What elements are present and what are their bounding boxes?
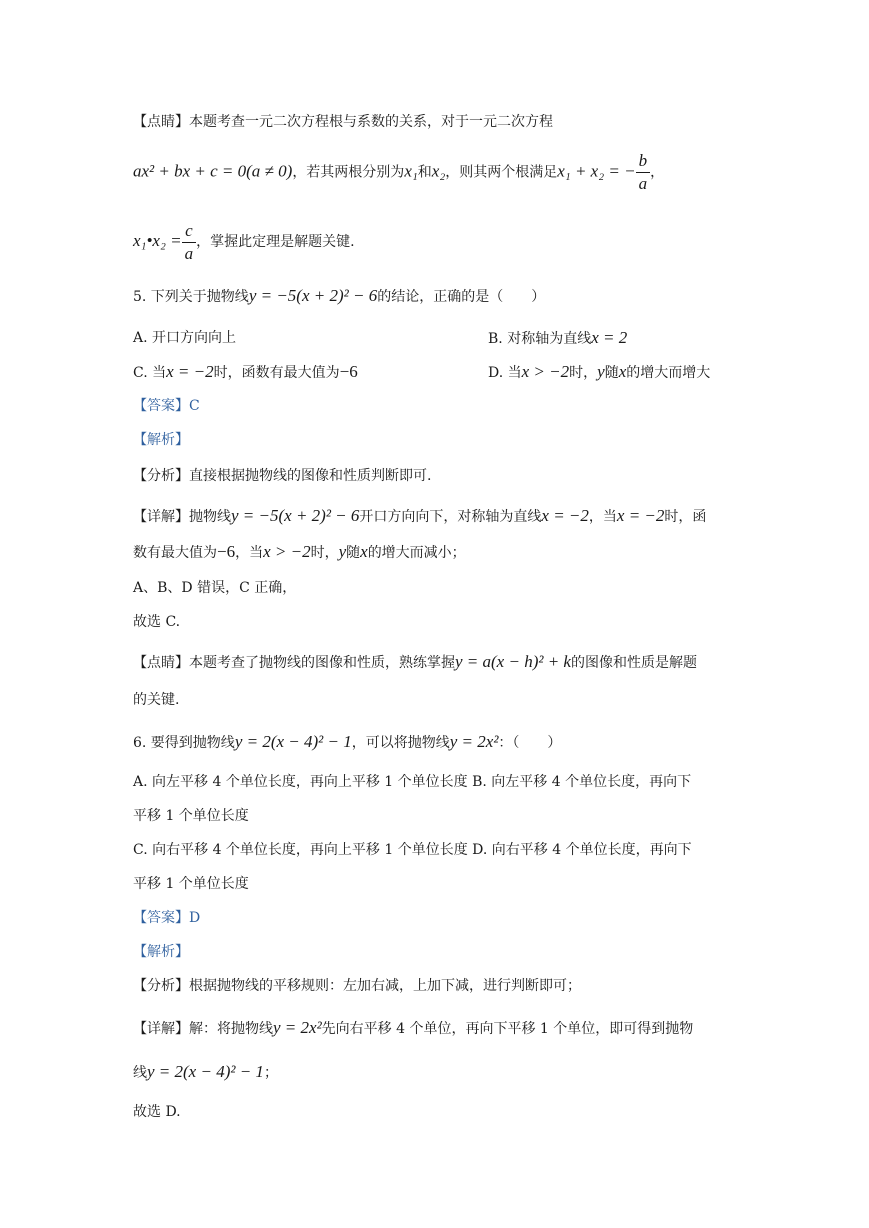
q4-note-line1: 【点睛】本题考查一元二次方程根与系数的关系，对于一元二次方程	[133, 114, 553, 130]
q6-xiangjie-line3: 故选 D.	[133, 1104, 181, 1120]
q5-dianjing-line2: 的关键.	[133, 692, 180, 708]
q5-analysis-heading: 【解析】	[133, 432, 189, 448]
q6-options-ab-line2: 平移 1 个单位长度	[133, 808, 249, 824]
q5-answer: 【答案】C	[133, 398, 200, 414]
q5-option-a: A. 开口方向向上	[133, 330, 237, 346]
q5-xiangjie-line1: 【详解】抛物线y = −5(x + 2)² − 6开口方向向下，对称轴为直线x = −2，当x = −2时，函	[133, 506, 707, 525]
q5-option-d: D. 当x > −2时，y随x的增大而增大	[488, 362, 711, 381]
q5-xiangjie-line4: 故选 C.	[133, 614, 181, 630]
q5-option-b: B. 对称轴为直线x = 2	[488, 328, 628, 347]
quadratic-equation: ax² + bx + c = 0(a ≠ 0)	[133, 161, 293, 181]
q5-xiangjie-line2: 数有最大值为−6，当x > −2时，y随x的增大而减小；	[133, 542, 466, 561]
fraction-c-over-a: $\frac{c}{a}$	[182, 220, 197, 265]
note-tag: 【点睛】	[133, 114, 189, 130]
q5-dianjing-line1: 【点睛】本题考查了抛物线的图像和性质，熟练掌握y = a(x − h)² + k的图像和性质是解题	[133, 652, 697, 671]
q6-options-cd-line2: 平移 1 个单位长度	[133, 876, 249, 892]
q6-answer: 【答案】D	[133, 910, 201, 926]
q6-fenxi: 【分析】根据抛物线的平移规则：左加右减，上加下减，进行判断即可；	[133, 978, 581, 994]
q5-fenxi: 【分析】直接根据抛物线的图像和性质判断即可.	[133, 468, 432, 484]
q6-options-ab-line1: A. 向左平移 4 个单位长度，再向上平移 1 个单位长度 B. 向左平移 4 个单位长度，再向下	[133, 774, 692, 790]
fraction-b-over-a: $\frac{b}{a}$	[636, 150, 651, 195]
root-sum: x₁ + x₂ = −	[557, 161, 636, 181]
q6-stem: 6. 要得到抛物线y = 2(x − 4)² − 1，可以将抛物线y = 2x²：（ ）	[133, 732, 562, 751]
q4-note-line2: ax² + bx + c = 0(a ≠ 0)，若其两根分别为x₁和x₂，则其两个根满足x₁ + x₂ = − $\frac{b}{a}$ ，	[133, 151, 665, 193]
q6-xiangjie-line2: 线y = 2(x − 4)² − 1；	[133, 1062, 278, 1081]
q6-analysis-heading: 【解析】	[133, 944, 189, 960]
q5-stem: 5. 下列关于抛物线y = −5(x + 2)² − 6的结论，正确的是（ ）	[133, 286, 546, 305]
q5-xiangjie-line3: A、B、D 错误，C 正确，	[133, 580, 297, 596]
q6-xiangjie-line1: 【详解】解：将抛物线y = 2x²先向右平移 4 个单位，再向下平移 1 个单位，即可得到抛物	[133, 1018, 694, 1037]
root-product: x₁•x₂ =	[133, 231, 182, 250]
q5-option-c: C. 当x = −2时，函数有最大值为−6	[133, 362, 358, 381]
q4-note-line3: x₁•x₂ = $\frac{c}{a}$ ，掌握此定理是解题关键.	[133, 220, 355, 263]
q6-options-cd-line1: C. 向右平移 4 个单位长度，再向上平移 1 个单位长度 D. 向右平移 4 个单位长度，再向下	[133, 842, 692, 858]
